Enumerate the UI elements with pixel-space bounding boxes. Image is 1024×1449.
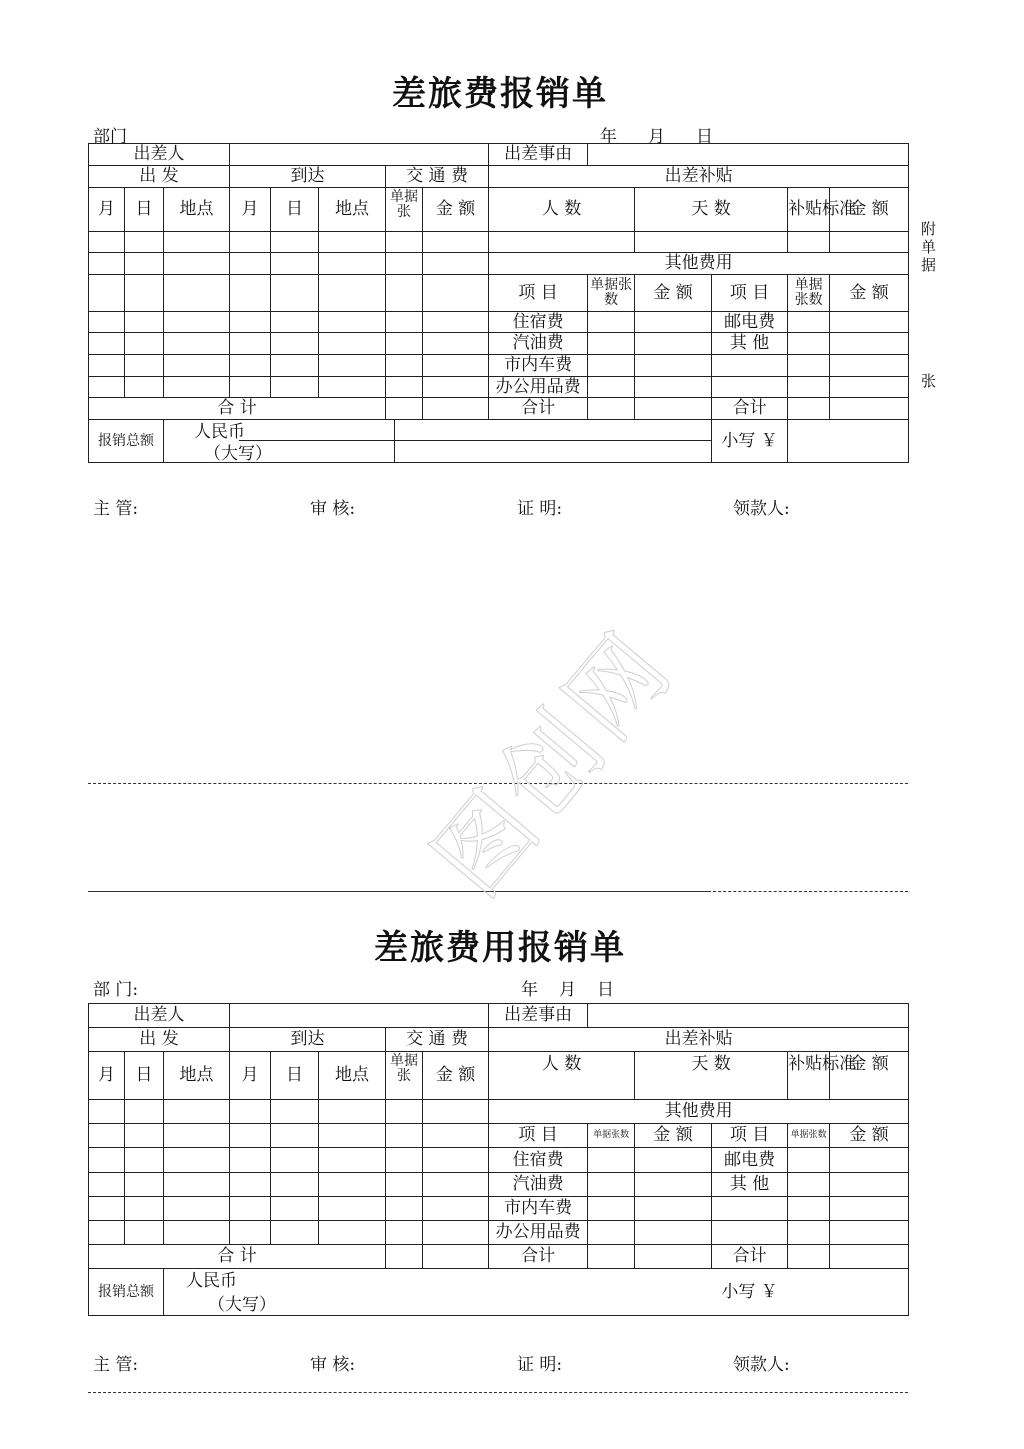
form2-lowercase-field[interactable] xyxy=(788,1269,909,1316)
cell[interactable] xyxy=(635,1197,712,1221)
form2-row-other: 其 他 xyxy=(712,1173,788,1197)
cell[interactable] xyxy=(712,355,788,377)
cell[interactable] xyxy=(164,355,230,377)
form1-sig-supervisor: 主 管: xyxy=(93,499,139,519)
form2-uppercase-label: （大写） xyxy=(208,1295,276,1315)
form1-col-receipt-count: 单据张数 xyxy=(588,275,635,312)
form2-col-allow-amount: 金 额 xyxy=(830,1052,909,1100)
cell[interactable] xyxy=(423,1100,489,1124)
cell[interactable] xyxy=(319,1100,386,1124)
form1-col-item-2: 项 目 xyxy=(712,275,788,312)
form1-row-lodging: 住宿费 xyxy=(489,312,588,333)
cell[interactable] xyxy=(230,312,271,333)
cell[interactable] xyxy=(230,1124,271,1148)
cell[interactable] xyxy=(319,253,386,275)
cell[interactable] xyxy=(386,1221,423,1245)
cell[interactable] xyxy=(164,1197,230,1221)
cell[interactable] xyxy=(319,1221,386,1245)
cell[interactable] xyxy=(164,1100,230,1124)
cell[interactable] xyxy=(230,1197,271,1221)
cell[interactable] xyxy=(89,1173,125,1197)
form2-transport-header: 交 通 费 xyxy=(386,1028,489,1052)
form1-col-people: 人 数 xyxy=(489,188,635,232)
cell[interactable] xyxy=(89,355,125,377)
cell[interactable] xyxy=(489,232,635,253)
cell[interactable] xyxy=(319,355,386,377)
cell[interactable] xyxy=(230,232,271,253)
cell[interactable] xyxy=(788,398,830,420)
form2-subtotal-label: 合 计 xyxy=(89,1245,386,1269)
cell[interactable] xyxy=(125,1221,164,1245)
cell[interactable] xyxy=(386,312,423,333)
cell[interactable] xyxy=(230,253,271,275)
cell[interactable] xyxy=(588,312,635,333)
form2-sig-audit: 审 核: xyxy=(310,1355,356,1375)
form2-dept-label: 部 门: xyxy=(93,980,139,1000)
form1-col-days: 天 数 xyxy=(635,188,788,232)
cell[interactable] xyxy=(319,333,386,355)
cell[interactable] xyxy=(635,1148,712,1173)
form2-sig-proof: 证 明: xyxy=(517,1355,563,1375)
form1-rmb-label: 人民币 xyxy=(194,422,245,442)
form2-col-other-amount-2: 金 额 xyxy=(830,1124,909,1148)
cell[interactable] xyxy=(319,1148,386,1173)
cell[interactable] xyxy=(588,333,635,355)
cell[interactable] xyxy=(830,1245,909,1269)
cell[interactable] xyxy=(230,355,271,377)
cell[interactable] xyxy=(164,1173,230,1197)
form1-lowercase-field[interactable] xyxy=(788,420,909,463)
cell[interactable] xyxy=(788,312,830,333)
cell[interactable] xyxy=(319,377,386,398)
cell[interactable] xyxy=(125,1100,164,1124)
form2-other-total-label: 合计 xyxy=(489,1245,588,1269)
form1-total-amount-field[interactable] xyxy=(164,420,712,463)
cell[interactable] xyxy=(788,1221,830,1245)
cell[interactable] xyxy=(788,377,830,398)
form1-reason-field[interactable] xyxy=(588,144,909,166)
form1-amount-divider xyxy=(394,420,395,462)
cell[interactable] xyxy=(423,1221,489,1245)
form1-col-day: 日 xyxy=(125,188,164,232)
cell[interactable] xyxy=(89,312,125,333)
cell[interactable] xyxy=(271,355,319,377)
cell[interactable] xyxy=(125,1148,164,1173)
cell[interactable] xyxy=(386,333,423,355)
cell[interactable] xyxy=(230,1173,271,1197)
form2-rmb-label: 人民币 xyxy=(186,1271,237,1291)
form1-row-other: 其 他 xyxy=(712,333,788,355)
cell[interactable] xyxy=(588,1245,635,1269)
cell[interactable] xyxy=(635,1221,712,1245)
form1-other-expenses-header: 其他费用 xyxy=(489,253,909,275)
cell[interactable] xyxy=(588,1173,635,1197)
cell[interactable] xyxy=(125,333,164,355)
cell[interactable] xyxy=(164,312,230,333)
cell[interactable] xyxy=(164,275,230,312)
form1-sig-proof: 证 明: xyxy=(517,499,563,519)
cell[interactable] xyxy=(830,232,909,253)
cell[interactable] xyxy=(423,1245,489,1269)
cell[interactable] xyxy=(271,377,319,398)
cell[interactable] xyxy=(271,312,319,333)
cell[interactable] xyxy=(588,398,635,420)
watermark: 图创网 xyxy=(412,610,695,917)
cell[interactable] xyxy=(830,333,909,355)
cell[interactable] xyxy=(788,232,830,253)
form2-date-year: 年 xyxy=(521,980,538,1000)
cell[interactable] xyxy=(89,333,125,355)
form1-side-attach: 附单据 xyxy=(921,220,937,274)
form1-traveler-label: 出差人 xyxy=(89,144,230,166)
cell[interactable] xyxy=(423,377,489,398)
cell[interactable] xyxy=(164,1124,230,1148)
form2-title: 差旅费用报销单 xyxy=(374,928,626,968)
cell[interactable] xyxy=(271,1173,319,1197)
cell[interactable] xyxy=(230,333,271,355)
form1-col-other-amount-2: 金 额 xyxy=(830,275,909,312)
cell[interactable] xyxy=(830,1148,909,1173)
form2-sig-supervisor: 主 管: xyxy=(93,1355,139,1375)
cell[interactable] xyxy=(230,1148,271,1173)
cell[interactable] xyxy=(230,1221,271,1245)
cell[interactable] xyxy=(423,333,489,355)
cell[interactable] xyxy=(423,253,489,275)
cell[interactable] xyxy=(588,1197,635,1221)
cell[interactable] xyxy=(386,253,423,275)
cell[interactable] xyxy=(319,1173,386,1197)
form1-col-receipt-count-2: 单据张数 xyxy=(788,275,830,312)
form1-transport-header: 交 通 费 xyxy=(386,166,489,188)
cell[interactable] xyxy=(89,1148,125,1173)
form1-col-other-amount: 金 额 xyxy=(635,275,712,312)
form2-date-month: 月 xyxy=(559,980,576,1000)
cell[interactable] xyxy=(386,1197,423,1221)
cell[interactable] xyxy=(788,333,830,355)
cell[interactable] xyxy=(788,1197,830,1221)
form1-col-amount: 金 额 xyxy=(423,188,489,232)
form2-sig-recipient: 领款人: xyxy=(733,1355,790,1375)
form2-row-local-transport: 市内车费 xyxy=(489,1197,588,1221)
cell[interactable] xyxy=(271,333,319,355)
form2-col-day-2: 日 xyxy=(271,1052,319,1100)
cell[interactable] xyxy=(423,232,489,253)
form1-sig-audit: 审 核: xyxy=(310,499,356,519)
cell[interactable] xyxy=(588,377,635,398)
cell[interactable] xyxy=(830,377,909,398)
cell[interactable] xyxy=(271,1124,319,1148)
cell[interactable] xyxy=(830,1221,909,1245)
cell[interactable] xyxy=(386,275,423,312)
form2-col-standard: 补贴标准 xyxy=(788,1052,830,1100)
cell[interactable] xyxy=(635,1173,712,1197)
form1-col-standard: 补贴标准 xyxy=(788,188,830,232)
cell[interactable] xyxy=(423,1124,489,1148)
cell[interactable] xyxy=(386,377,423,398)
form1-col-place-2: 地点 xyxy=(319,188,386,232)
form1-col-receipts: 单据张 xyxy=(386,188,423,232)
cell[interactable] xyxy=(788,1148,830,1173)
cell[interactable] xyxy=(125,1173,164,1197)
cell[interactable] xyxy=(830,398,909,420)
form1-row-postal: 邮电费 xyxy=(712,312,788,333)
form1-col-month-2: 月 xyxy=(230,188,271,232)
cell[interactable] xyxy=(319,1124,386,1148)
form1-depart-header: 出 发 xyxy=(89,166,230,188)
form1-col-day-2: 日 xyxy=(271,188,319,232)
cell[interactable] xyxy=(830,1173,909,1197)
cell[interactable] xyxy=(635,312,712,333)
cell[interactable] xyxy=(271,1148,319,1173)
cell[interactable] xyxy=(588,355,635,377)
cell[interactable] xyxy=(635,377,712,398)
cell[interactable] xyxy=(386,398,423,420)
form2-col-amount: 金 额 xyxy=(423,1052,489,1100)
form1-date-day: 日 xyxy=(696,127,713,147)
form2-col-item: 项 目 xyxy=(489,1124,588,1148)
cell[interactable] xyxy=(125,232,164,253)
cell[interactable] xyxy=(788,355,830,377)
form1-row-office-supplies: 办公用品费 xyxy=(489,377,588,398)
cell[interactable] xyxy=(89,1100,125,1124)
cell[interactable] xyxy=(125,275,164,312)
cell[interactable] xyxy=(588,1221,635,1245)
bottom-cut-line xyxy=(88,1392,908,1393)
cell[interactable] xyxy=(125,312,164,333)
form2-col-day: 日 xyxy=(125,1052,164,1100)
cell[interactable] xyxy=(89,253,125,275)
cell[interactable] xyxy=(271,253,319,275)
cell[interactable] xyxy=(423,1197,489,1221)
cell[interactable] xyxy=(164,1148,230,1173)
cell[interactable] xyxy=(635,398,712,420)
cell[interactable] xyxy=(319,312,386,333)
form1-traveler-field[interactable] xyxy=(230,144,489,166)
cell[interactable] xyxy=(164,333,230,355)
form2-depart-header: 出 发 xyxy=(89,1028,230,1052)
separator-line-dashed xyxy=(708,891,908,892)
cell[interactable] xyxy=(125,253,164,275)
form1-side-zhang: 张 xyxy=(921,372,937,390)
form2-total-amount-field[interactable] xyxy=(164,1269,712,1316)
cell[interactable] xyxy=(271,1197,319,1221)
cell[interactable] xyxy=(386,232,423,253)
form1-amount-underline xyxy=(239,440,711,441)
cell[interactable] xyxy=(230,377,271,398)
cell[interactable] xyxy=(386,1124,423,1148)
cell[interactable] xyxy=(423,312,489,333)
form2-arrive-header: 到达 xyxy=(230,1028,386,1052)
cell[interactable] xyxy=(319,275,386,312)
form2-allowance-header: 出差补贴 xyxy=(489,1028,909,1052)
form1-subtotal-label: 合 计 xyxy=(89,398,386,420)
cell[interactable] xyxy=(89,1124,125,1148)
form2-row-lodging: 住宿费 xyxy=(489,1148,588,1173)
form1-col-place: 地点 xyxy=(164,188,230,232)
form1-row-fuel: 汽油费 xyxy=(489,333,588,355)
form2-other-expenses-header: 其他费用 xyxy=(489,1100,909,1124)
cell[interactable] xyxy=(125,1197,164,1221)
form1-date-month: 月 xyxy=(648,127,665,147)
cell[interactable] xyxy=(271,275,319,312)
cell[interactable] xyxy=(712,1197,788,1221)
form1-total-label: 报销总额 xyxy=(89,420,164,463)
form1-uppercase-label: （大写） xyxy=(204,444,272,464)
form2-total-label: 报销总额 xyxy=(89,1269,164,1316)
form1-allowance-header: 出差补贴 xyxy=(489,166,909,188)
form2-reason-field[interactable] xyxy=(588,1004,909,1028)
form1-col-month: 月 xyxy=(89,188,125,232)
form2-col-other-amount: 金 额 xyxy=(635,1124,712,1148)
cell[interactable] xyxy=(386,1245,423,1269)
form2-col-item-2: 项 目 xyxy=(712,1124,788,1148)
cell[interactable] xyxy=(164,253,230,275)
cell[interactable] xyxy=(230,275,271,312)
form1-col-item: 项 目 xyxy=(489,275,588,312)
form2-col-month: 月 xyxy=(89,1052,125,1100)
form2-col-days: 天 数 xyxy=(635,1052,788,1100)
cell[interactable] xyxy=(635,355,712,377)
form1-lowercase-label: 小写 ￥ xyxy=(712,420,788,463)
cell[interactable] xyxy=(164,232,230,253)
cell[interactable] xyxy=(788,1173,830,1197)
form2-traveler-label: 出差人 xyxy=(89,1004,230,1028)
cell[interactable] xyxy=(271,1100,319,1124)
cell[interactable] xyxy=(423,1148,489,1173)
cell[interactable] xyxy=(423,1173,489,1197)
form1-col-allow-amount: 金 额 xyxy=(830,188,909,232)
cell[interactable] xyxy=(89,232,125,253)
form1-arrive-header: 到达 xyxy=(230,166,386,188)
cell[interactable] xyxy=(271,232,319,253)
cell[interactable] xyxy=(423,355,489,377)
form1-other-total-label: 合计 xyxy=(489,398,588,420)
cell[interactable] xyxy=(230,1100,271,1124)
cell[interactable] xyxy=(635,333,712,355)
form2-table xyxy=(88,1003,909,1316)
cell[interactable] xyxy=(588,1148,635,1173)
cell[interactable] xyxy=(319,1197,386,1221)
cell[interactable] xyxy=(788,1245,830,1269)
cell[interactable] xyxy=(423,398,489,420)
form1-table xyxy=(88,143,909,463)
form1-dept-label: 部门 xyxy=(93,127,127,147)
cell[interactable] xyxy=(386,355,423,377)
form1-row-local-transport: 市内车费 xyxy=(489,355,588,377)
form2-date-day: 日 xyxy=(597,980,614,1000)
cell[interactable] xyxy=(125,355,164,377)
cell[interactable] xyxy=(125,377,164,398)
form2-col-receipts: 单据张 xyxy=(386,1052,423,1100)
cell[interactable] xyxy=(89,275,125,312)
separator-line xyxy=(88,891,708,892)
form1-date-year: 年 xyxy=(600,127,617,147)
form2-col-receipt-count: 单据张数 xyxy=(588,1124,635,1148)
cell[interactable] xyxy=(89,1221,125,1245)
cell[interactable] xyxy=(386,1100,423,1124)
form1-sig-recipient: 领款人: xyxy=(733,499,790,519)
form2-other-total-label-2: 合计 xyxy=(712,1245,788,1269)
cell[interactable] xyxy=(830,355,909,377)
cell[interactable] xyxy=(89,1197,125,1221)
form2-row-postal: 邮电费 xyxy=(712,1148,788,1173)
form2-reason-label: 出差事由 xyxy=(489,1004,588,1028)
cell[interactable] xyxy=(635,1245,712,1269)
cell[interactable] xyxy=(423,275,489,312)
form2-traveler-field[interactable] xyxy=(230,1004,489,1028)
form2-col-receipt-count-2: 单据张数 xyxy=(788,1124,830,1148)
cell[interactable] xyxy=(164,1221,230,1245)
form1-title: 差旅费报销单 xyxy=(392,74,608,114)
cell[interactable] xyxy=(89,377,125,398)
form2-col-people: 人 数 xyxy=(489,1052,635,1100)
cell[interactable] xyxy=(386,1173,423,1197)
cell[interactable] xyxy=(712,1221,788,1245)
form1-reason-label: 出差事由 xyxy=(489,144,588,166)
cell[interactable] xyxy=(164,377,230,398)
form1-other-total-label-2: 合计 xyxy=(712,398,788,420)
cell[interactable] xyxy=(386,1148,423,1173)
form2-row-office-supplies: 办公用品费 xyxy=(489,1221,588,1245)
cell[interactable] xyxy=(830,1197,909,1221)
form2-lowercase-label: 小写 ￥ xyxy=(712,1269,788,1316)
cell[interactable] xyxy=(271,1221,319,1245)
cell[interactable] xyxy=(125,1124,164,1148)
form2-col-month-2: 月 xyxy=(230,1052,271,1100)
form2-col-place: 地点 xyxy=(164,1052,230,1100)
cell[interactable] xyxy=(712,377,788,398)
form2-col-place-2: 地点 xyxy=(319,1052,386,1100)
form2-row-fuel: 汽油费 xyxy=(489,1173,588,1197)
cell[interactable] xyxy=(830,312,909,333)
cell[interactable] xyxy=(635,232,788,253)
cell[interactable] xyxy=(319,232,386,253)
